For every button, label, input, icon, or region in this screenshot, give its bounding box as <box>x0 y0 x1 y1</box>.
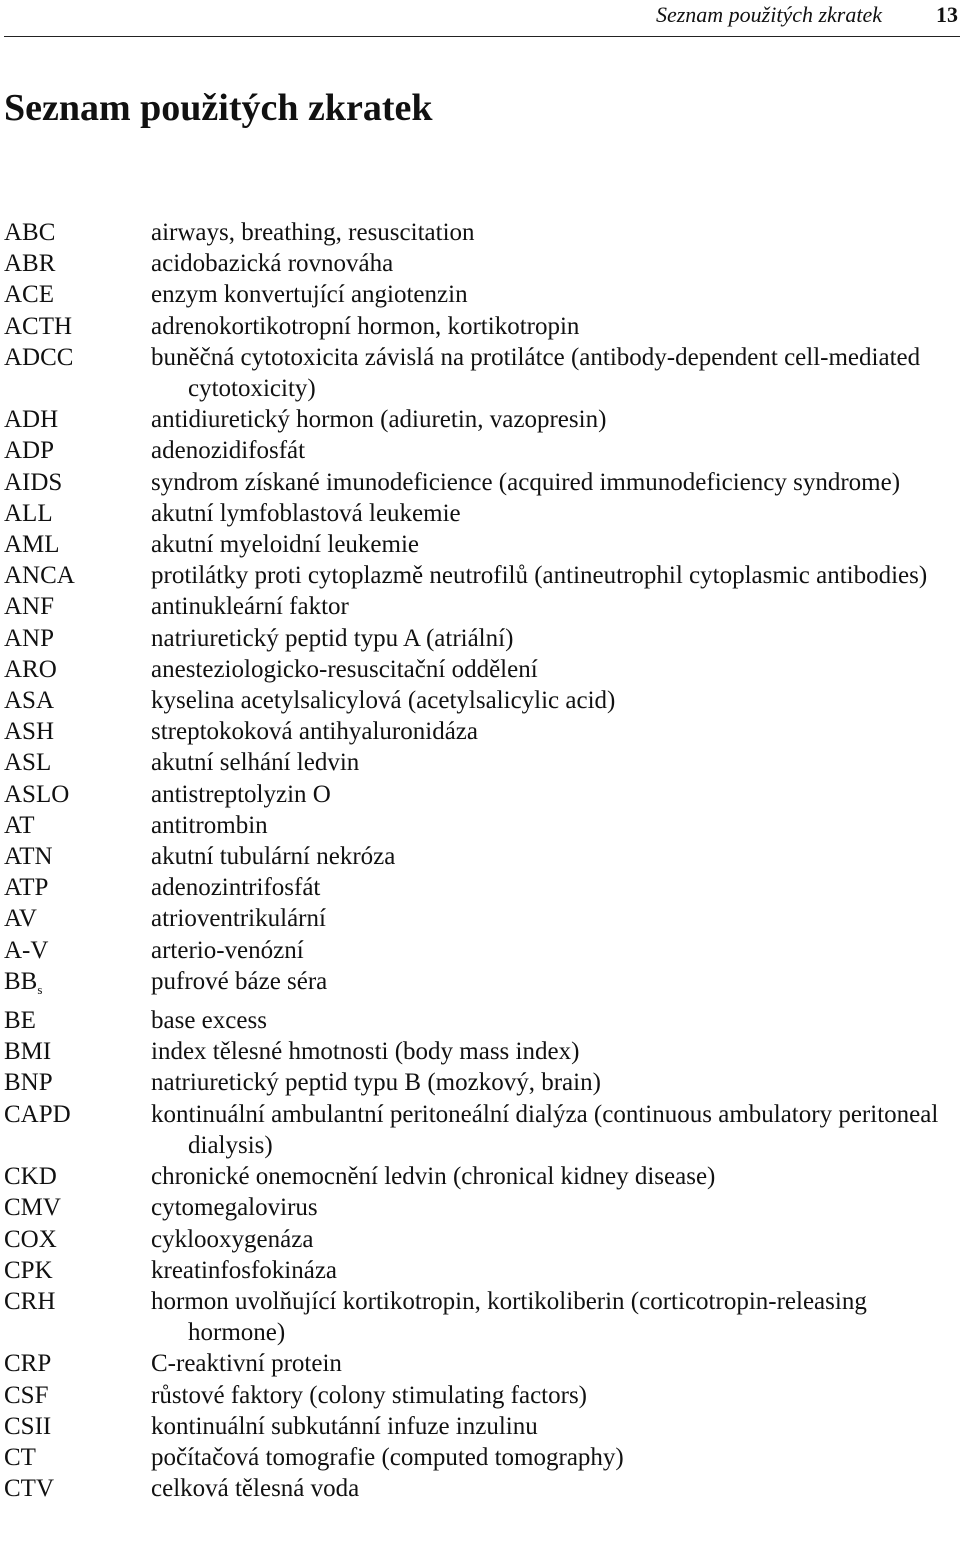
abbreviation-row <box>0 779 960 810</box>
abbreviation-row <box>0 342 960 404</box>
abbreviation-term-text: BNP <box>4 1069 53 1097</box>
abbreviation-definition: natriuretický peptid typu B (mozkový, brain) <box>151 1069 601 1097</box>
abbreviation-row <box>0 404 960 435</box>
abbreviation-term-text: ASH <box>4 718 55 746</box>
abbreviation-definition: akutní selhání ledvin <box>151 749 360 777</box>
abbreviation-term <box>0 841 151 872</box>
abbreviation-row <box>0 591 960 622</box>
abbreviation-row <box>0 935 960 966</box>
abbreviation-term-text: ANF <box>4 593 55 621</box>
abbreviation-term-text: AIDS <box>4 468 63 496</box>
abbreviation-definition: adrenokortikotropní hormon, kortikotropin <box>151 312 580 340</box>
abbreviation-list <box>0 217 960 1504</box>
abbreviation-term-text: ABC <box>4 219 56 246</box>
page-number: 13 <box>936 2 958 27</box>
abbreviation-term-text: A-V <box>4 936 49 964</box>
abbreviation-row <box>0 654 960 685</box>
abbreviation-term-text: ATN <box>4 843 53 871</box>
abbreviation-row <box>0 1224 960 1255</box>
abbreviation-term-text: ACE <box>4 281 54 309</box>
abbreviation-term-text: ANCA <box>4 562 75 590</box>
running-header-title: Seznam použitých zkratek <box>655 2 882 27</box>
abbreviation-term <box>0 1192 151 1223</box>
abbreviation-row <box>0 685 960 716</box>
abbreviation-term <box>0 1224 151 1255</box>
abbreviation-definition: cyklooxygenáza <box>151 1225 314 1253</box>
abbreviation-term <box>0 654 151 685</box>
abbreviation-definition: antistreptolyzin O <box>151 780 331 808</box>
abbreviation-term-text: AML <box>4 531 60 559</box>
abbreviation-row <box>0 810 960 841</box>
abbreviation-term-text: CT <box>4 1443 36 1471</box>
abbreviation-definition: kyselina acetylsalicylová (acetylsalicylic acid) <box>151 687 616 715</box>
abbreviation-row <box>0 529 960 560</box>
abbreviation-definition: kreatinfosfokináza <box>151 1256 338 1284</box>
abbreviation-term-text: CRH <box>4 1287 56 1315</box>
abbreviation-row <box>0 872 960 903</box>
abbreviation-term <box>0 1380 151 1411</box>
abbreviation-term-text: ASLO <box>4 780 70 808</box>
abbreviation-definition: anesteziologicko-resuscitační oddělení <box>151 655 538 683</box>
abbreviation-definition: index tělesné hmotnosti (body mass index) <box>151 1038 580 1066</box>
abbreviation-row <box>0 966 960 1005</box>
abbreviation-term-text: ALL <box>4 499 53 527</box>
abbreviation-definition: akutní myeloidní leukemie <box>151 531 419 559</box>
abbreviation-term <box>0 404 151 435</box>
abbreviation-definition: cytomegalovirus <box>151 1194 318 1222</box>
abbreviation-term <box>0 1442 151 1473</box>
abbreviation-term-text: CKD <box>4 1163 57 1191</box>
abbreviation-term <box>0 623 151 654</box>
abbreviation-term <box>0 1005 151 1036</box>
abbreviation-term-text: ANP <box>4 624 55 652</box>
abbreviation-definition: antitrombin <box>151 811 268 839</box>
abbreviation-row <box>0 1192 960 1223</box>
abbreviation-term <box>0 1099 151 1130</box>
abbreviation-definition: enzym konvertující angiotenzin <box>151 281 468 309</box>
abbreviation-row <box>0 435 960 466</box>
abbreviation-term <box>0 1255 151 1286</box>
abbreviation-row <box>0 248 960 279</box>
abbreviation-term-text: BE <box>4 1007 36 1035</box>
abbreviation-row <box>0 1067 960 1098</box>
abbreviation-term <box>0 1067 151 1098</box>
abbreviation-term <box>0 591 151 622</box>
abbreviation-definition: arterio-venózní <box>151 936 304 964</box>
abbreviation-term-text: CAPD <box>4 1100 71 1128</box>
abbreviation-row <box>0 716 960 747</box>
abbreviation-subscript: s <box>37 981 43 997</box>
abbreviation-row <box>0 217 960 248</box>
abbreviation-term <box>0 1411 151 1442</box>
abbreviation-definition: kontinuální ambulantní peritoneální dialýza (continuous ambulatory peritoneal dialysis) <box>151 1100 939 1159</box>
abbreviation-row <box>0 560 960 591</box>
abbreviation-definition: syndrom získané imunodeficience (acquired immunodeficiency syndrome) <box>151 468 901 496</box>
abbreviation-definition: antinukleární faktor <box>151 593 349 621</box>
abbreviation-term <box>0 217 151 248</box>
abbreviation-definition: streptokoková antihyaluronidáza <box>151 718 478 746</box>
abbreviation-term-text: AT <box>4 811 35 839</box>
abbreviation-row <box>0 467 960 498</box>
abbreviation-row <box>0 1161 960 1192</box>
abbreviation-term <box>0 1286 151 1317</box>
abbreviation-term <box>0 311 151 342</box>
abbreviation-term-text: ADH <box>4 406 59 434</box>
abbreviation-term-text: COX <box>4 1225 57 1253</box>
abbreviation-term <box>0 935 151 966</box>
abbreviation-definition: C-reaktivní protein <box>151 1350 342 1378</box>
abbreviation-row <box>0 623 960 654</box>
abbreviation-term <box>0 248 151 279</box>
abbreviation-term <box>0 872 151 903</box>
abbreviation-definition: akutní lymfoblastová leukemie <box>151 499 461 527</box>
abbreviation-row <box>0 311 960 342</box>
abbreviation-row <box>0 1286 960 1348</box>
abbreviation-definition: protilátky proti cytoplazmě neutrofilů (antineutrophil cytoplasmic antibodies) <box>151 562 928 590</box>
abbreviation-definition: antidiuretický hormon (adiuretin, vazopresin) <box>151 406 607 434</box>
abbreviation-term-text: ASL <box>4 749 52 777</box>
abbreviation-term <box>0 966 151 1005</box>
abbreviation-term-text: CSII <box>4 1412 52 1440</box>
abbreviation-term-text: CRP <box>4 1350 52 1378</box>
abbreviation-definition: airways, breathing, resuscitation <box>151 219 475 246</box>
abbreviation-term-text: ADP <box>4 437 55 465</box>
abbreviation-term-text: AV <box>4 905 37 933</box>
abbreviation-definition: růstové faktory (colony stimulating factors) <box>151 1381 587 1409</box>
abbreviation-term <box>0 1473 151 1504</box>
abbreviation-definition: buněčná cytotoxicita závislá na protilátce (antibody-dependent cell-mediated cytotoxicity) <box>151 343 921 403</box>
abbreviation-definition: atrioventrikulární <box>151 905 326 933</box>
abbreviation-term <box>0 685 151 716</box>
abbreviation-term-text: ARO <box>4 655 57 683</box>
abbreviation-term-text: ACTH <box>4 312 73 340</box>
abbreviation-term <box>0 342 151 373</box>
abbreviation-term-text: ATP <box>4 874 49 902</box>
abbreviation-row <box>0 1348 960 1379</box>
abbreviation-term-text: CMV <box>4 1194 61 1222</box>
abbreviation-definition: acidobazická rovnováha <box>151 250 394 278</box>
abbreviation-term <box>0 1161 151 1192</box>
abbreviation-definition: počítačová tomografie (computed tomography) <box>151 1443 624 1471</box>
abbreviation-term-text: BB <box>4 967 38 995</box>
abbreviation-definition: akutní tubulární nekróza <box>151 843 396 871</box>
abbreviation-term <box>0 498 151 529</box>
abbreviation-term <box>0 467 151 498</box>
abbreviation-term <box>0 716 151 747</box>
abbreviation-definition: adenozintrifosfát <box>151 874 321 902</box>
abbreviation-row <box>0 1380 960 1411</box>
abbreviation-term <box>0 1036 151 1067</box>
abbreviation-definition: adenozidifosfát <box>151 437 306 465</box>
abbreviation-definition: natriuretický peptid typu A (atriální) <box>151 624 514 652</box>
abbreviation-row <box>0 1442 960 1473</box>
abbreviation-row <box>0 1099 960 1161</box>
abbreviation-term-text: CPK <box>4 1256 53 1284</box>
abbreviation-row <box>0 279 960 310</box>
abbreviation-term <box>0 529 151 560</box>
abbreviation-term-text: ASA <box>4 687 55 715</box>
abbreviation-definition: hormon uvolňující kortikotropin, kortikoliberin (corticotropin-releasing hormone) <box>151 1287 867 1347</box>
abbreviation-definition: celková tělesná voda <box>151 1475 360 1503</box>
abbreviation-row <box>0 903 960 934</box>
abbreviation-term-text: ADCC <box>4 343 74 371</box>
abbreviation-term <box>0 435 151 466</box>
abbreviation-term-text: CSF <box>4 1381 49 1409</box>
abbreviation-term-text: BMI <box>4 1038 52 1066</box>
abbreviation-term <box>0 1348 151 1379</box>
abbreviation-row <box>0 1255 960 1286</box>
abbreviation-term <box>0 903 151 934</box>
abbreviation-definition: kontinuální subkutánní infuze inzulinu <box>151 1412 538 1440</box>
abbreviation-definition: pufrové báze séra <box>151 967 328 995</box>
abbreviation-definition: base excess <box>151 1007 267 1035</box>
abbreviation-term <box>0 279 151 310</box>
running-header <box>4 0 960 37</box>
abbreviation-row <box>0 841 960 872</box>
abbreviation-term <box>0 560 151 591</box>
abbreviation-term <box>0 810 151 841</box>
abbreviation-term-text: ABR <box>4 250 56 278</box>
abbreviation-row <box>0 1005 960 1036</box>
abbreviation-term <box>0 747 151 778</box>
abbreviation-definition: chronické onemocnění ledvin (chronical kidney disease) <box>151 1163 716 1191</box>
abbreviation-row <box>0 747 960 778</box>
abbreviation-term <box>0 779 151 810</box>
abbreviation-row <box>0 498 960 529</box>
abbreviation-row <box>0 1473 960 1504</box>
abbreviation-row <box>0 1411 960 1442</box>
page-title: Seznam použitých zkratek <box>4 87 433 129</box>
abbreviation-row <box>0 1036 960 1067</box>
abbreviation-term-text: CTV <box>4 1475 54 1503</box>
